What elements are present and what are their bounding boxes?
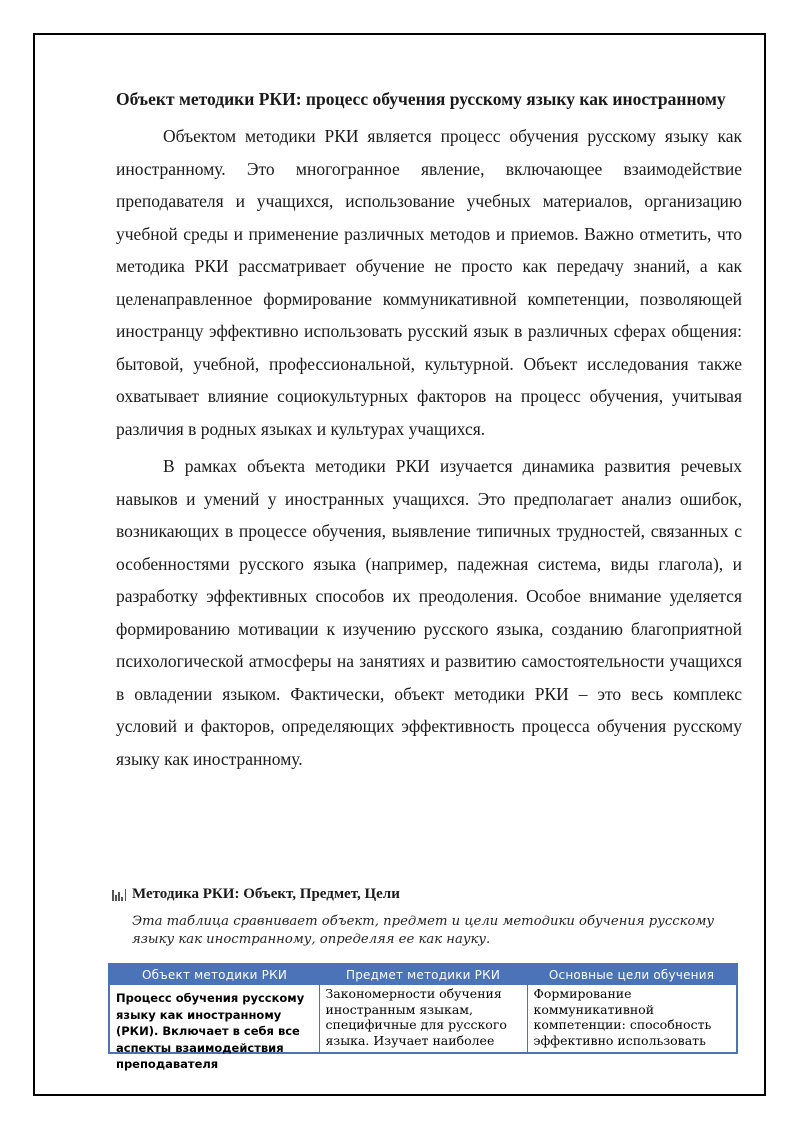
- table-section: [112, 886, 752, 949]
- column-header-object: Объект методики РКИ: [109, 964, 319, 985]
- document-body: [116, 86, 742, 780]
- section-heading: Объект методики РКИ: процесс обучения русскому языку как иностранному: [116, 89, 726, 109]
- table-cell: Формирование коммуникативной компетенции: способность эффективно использовать: [527, 985, 737, 1054]
- column-header-subject: Предмет методики РКИ: [319, 964, 527, 985]
- paragraph-1: Объектом методики РКИ является процесс обучения русскому языку как иностранному. Это многогранное явление, включающее взаимодействие преподавателя и учащихся, использование учебных материалов, организацию учебной среды и применение различных методов и приемов. Важно отметить, что методика РКИ рассматривает обучение не просто как передачу знаний, а как целенаправленное формирование коммуникативной компетенции, позволяющей иностранцу эффективно использовать русский язык в различных сферах общения: бытовой, учебной, профессиональной, культурной. Объект исследования также охватывает влияние социокультурных факторов на процесс обучения, учитывая различия в родных языках и культурах учащихся.: [116, 126, 742, 439]
- column-header-goals: Основные цели обучения: [527, 964, 737, 985]
- table-description: Эта таблица сравнивает объект, предмет и цели методики обучения русскому языку как иностранному, определяя ее как науку.: [132, 914, 715, 947]
- table-row: [109, 985, 737, 1054]
- bar-chart-icon: [112, 889, 126, 901]
- table-cell: Процесс обучения русскому языку как иностранному (РКИ). Включает в себя все аспекты взаимодействия преподавателя: [109, 985, 319, 1054]
- table-header-row: [109, 964, 737, 985]
- table-cell: Закономерности обучения иностранным языкам, специфичные для русского языка. Изучает наиболее: [319, 985, 527, 1054]
- comparison-table: [108, 963, 738, 1071]
- paragraph-2: В рамках объекта методики РКИ изучается динамика развития речевых навыков и умений у иностранных учащихся. Это предполагает анализ ошибок, возникающих в процессе обучения, выявление типичных трудностей, связанных с особенностями русского языка (например, падежная система, виды глагола), и разработку эффективных способов их преодоления. Особое внимание уделяется формированию мотивации к изучению русского языка, созданию благоприятной психологической атмосферы на занятиях и развитию самостоятельности учащихся в овладении языком. Фактически, объект методики РКИ – это весь комплекс условий и факторов, определяющих эффективность процесса обучения русскому языку как иностранному.: [116, 456, 742, 769]
- table-title: [112, 886, 752, 903]
- table-title-text: Методика РКИ: Объект, Предмет, Цели: [132, 886, 400, 902]
